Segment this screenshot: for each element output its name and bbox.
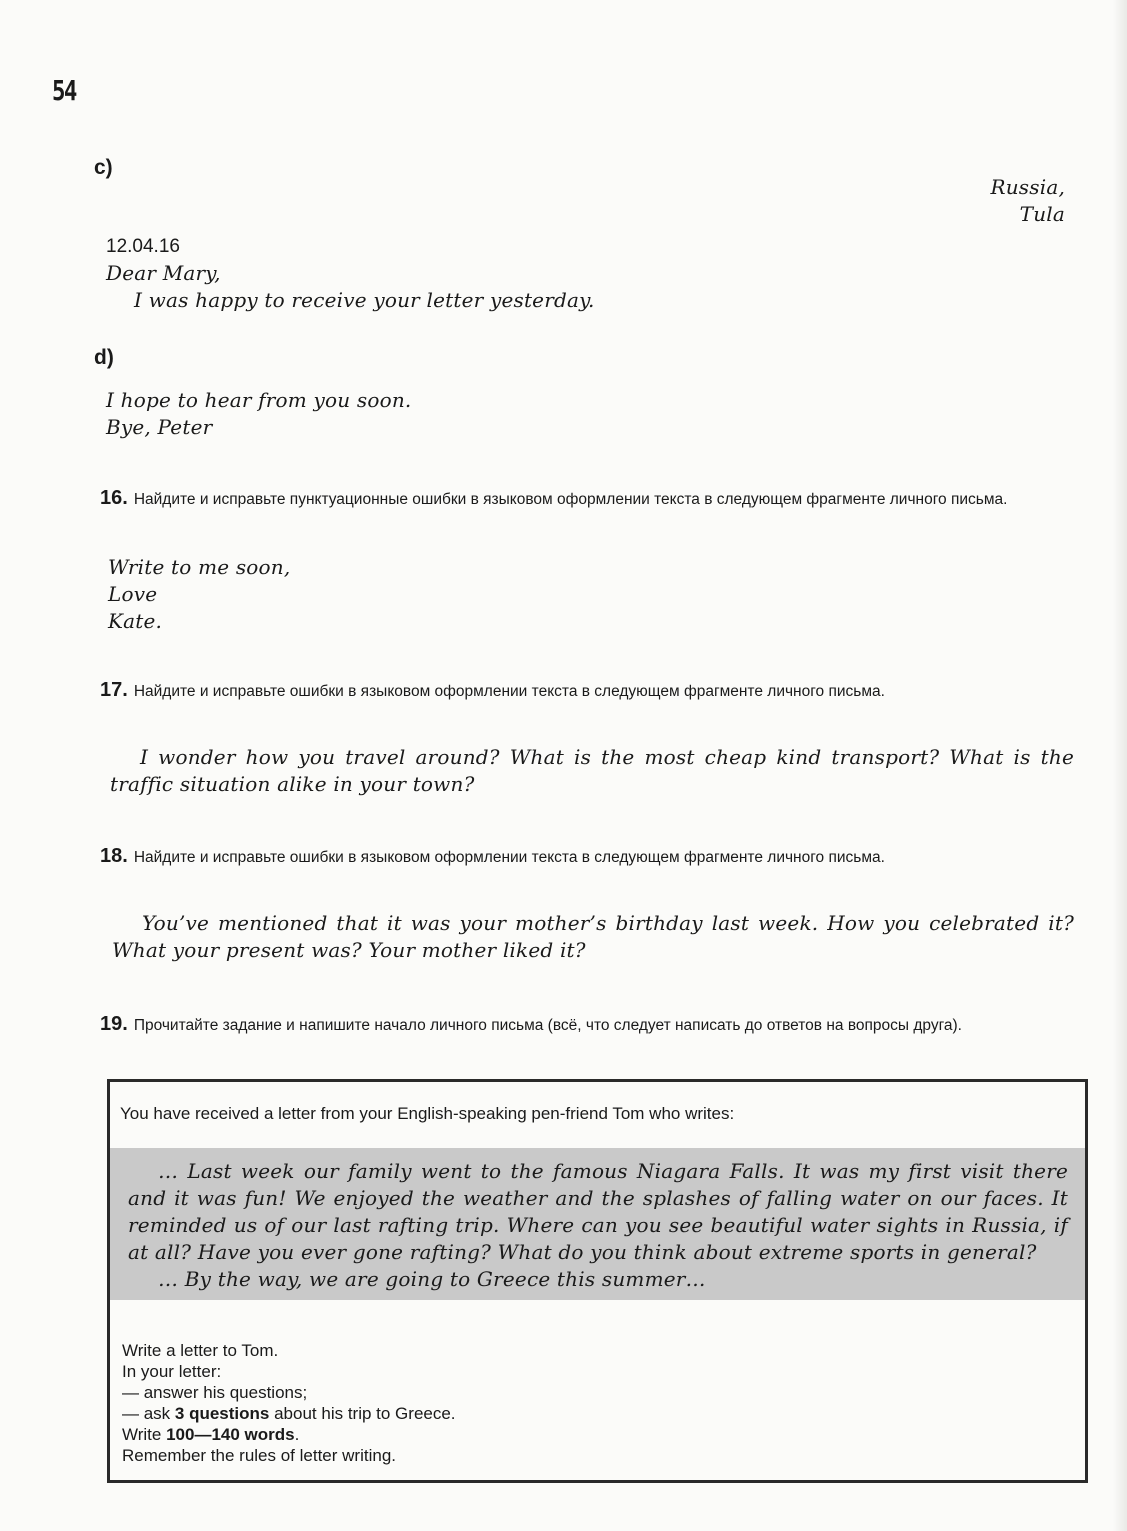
instruction-line-5 bbox=[122, 1424, 456, 1445]
letter-date: 12.04.16 bbox=[106, 236, 180, 257]
instruction-text: about his trip to Greece. bbox=[269, 1404, 456, 1423]
letter-address bbox=[990, 174, 1065, 228]
task-number: 17. bbox=[100, 679, 128, 701]
instruction-line-1: Write a letter to Tom. bbox=[122, 1341, 279, 1360]
task-18-fragment: You’ve mentioned that it was your mother’s birthday last week. How you celebrated it? What your present was? Your mother liked it? bbox=[112, 911, 1074, 962]
instruction-text: Write bbox=[122, 1425, 167, 1444]
task-17-fragment: I wonder how you travel around? What is the most cheap kind transport? What is the traffic situation alike in your town? bbox=[110, 745, 1074, 796]
task-17 bbox=[100, 680, 1086, 702]
excerpt-main: … Last week our family went to the famous Niagara Falls. It was my first visit there and it was fun! We enjoyed the weather and the splashes of falling water on our faces. It reminded us of our last rafting trip. Where can you see beautiful water sights in Russia, if at all? Have you ever gone rafting? What do you think about extreme sports in general? bbox=[128, 1159, 1068, 1264]
instruction-line-2: In your letter: bbox=[122, 1362, 222, 1381]
task-19 bbox=[100, 1014, 1086, 1036]
letter-opening bbox=[106, 234, 595, 314]
task-number: 18. bbox=[100, 845, 128, 867]
address-line-2: Tula bbox=[1019, 202, 1065, 226]
section-label-d: d) bbox=[94, 346, 114, 369]
page-edge-shadow bbox=[1113, 0, 1127, 1531]
letter-opening-sentence: I was happy to receive your letter yesterday. bbox=[134, 288, 595, 312]
letter-greeting: Dear Mary, bbox=[106, 261, 221, 285]
instruction-emphasis: 3 questions bbox=[174, 1404, 270, 1423]
assignment-intro: You have received a letter from your English-speaking pen-friend Tom who writes: bbox=[120, 1104, 735, 1123]
writing-instructions bbox=[122, 1340, 456, 1466]
address-line-1: Russia, bbox=[990, 175, 1065, 199]
task-instruction: Найдите и исправьте пунктуационные ошибки в языковом оформлении текста в следующем фрагменте личного письма. bbox=[133, 491, 1008, 508]
fragment-line-2: Love bbox=[108, 582, 158, 606]
letter-closing-phrase: I hope to hear from you soon. bbox=[106, 388, 412, 412]
task-16-fragment bbox=[108, 554, 290, 635]
task-18 bbox=[100, 846, 1086, 868]
letter-ending bbox=[106, 387, 411, 441]
assignment-frame bbox=[107, 1079, 1088, 1483]
fragment-line-1: Write to me soon, bbox=[108, 555, 291, 579]
instruction-text: . bbox=[294, 1425, 300, 1444]
excerpt-end: … By the way, we are going to Greece this summer… bbox=[158, 1267, 706, 1291]
task-number: 16. bbox=[100, 487, 128, 509]
instruction-line-3: — answer his questions; bbox=[122, 1383, 308, 1402]
instruction-emphasis: 100—140 words bbox=[166, 1425, 295, 1444]
page-number: 54 bbox=[52, 74, 76, 107]
instruction-line-6: Remember the rules of letter writing. bbox=[122, 1446, 396, 1465]
task-instruction: Найдите и исправьте ошибки в языковом оформлении текста в следующем фрагменте личного письма. bbox=[133, 683, 885, 700]
task-16 bbox=[100, 488, 1086, 510]
task-number: 19. bbox=[100, 1013, 128, 1035]
pen-friend-letter-excerpt bbox=[110, 1148, 1085, 1300]
instruction-line-4 bbox=[122, 1403, 456, 1424]
instruction-text: — ask bbox=[122, 1404, 175, 1423]
excerpt-text bbox=[128, 1158, 1068, 1293]
section-label-c: c) bbox=[94, 156, 113, 179]
task-instruction: Найдите и исправьте ошибки в языковом оформлении текста в следующем фрагменте личного письма. bbox=[133, 849, 885, 866]
fragment-line-3: Kate. bbox=[108, 609, 163, 633]
letter-signature: Bye, Peter bbox=[106, 415, 213, 439]
task-instruction: Прочитайте задание и напишите начало личного письма (всё, что следует написать до ответов на вопросы друга). bbox=[133, 1017, 962, 1034]
